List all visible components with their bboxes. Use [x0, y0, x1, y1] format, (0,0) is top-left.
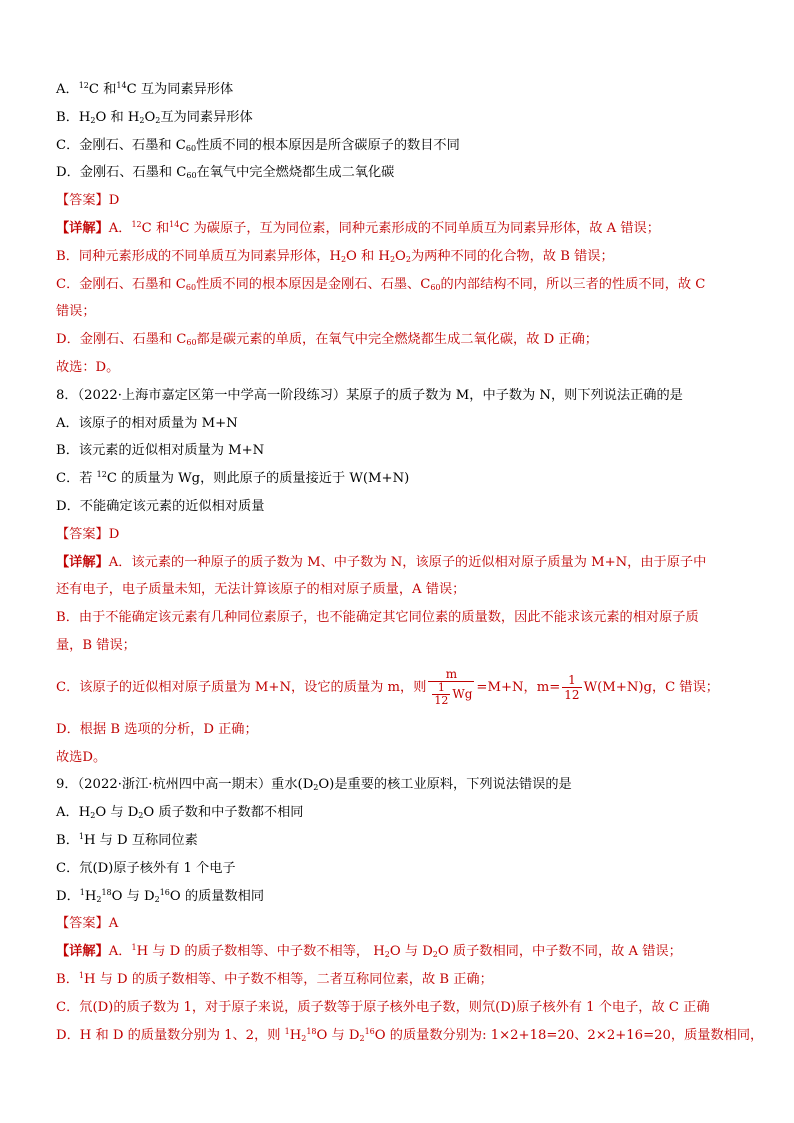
- superscript: 1: [78, 970, 84, 980]
- q9-option-d: [56, 883, 740, 911]
- subscript: 2: [155, 115, 161, 125]
- superscript: 12: [131, 219, 142, 229]
- q7-explanation-a: [56, 215, 740, 243]
- text: C．金刚石、石墨和 C: [56, 137, 186, 153]
- text: O 的质量数相同: [169, 888, 265, 904]
- fraction-denominator: [428, 682, 474, 707]
- subscript: 60: [185, 143, 197, 153]
- text: D．: [56, 888, 80, 904]
- superscript: 18: [306, 1026, 317, 1036]
- text: C．金刚石、石墨和 C: [56, 276, 186, 292]
- q7-option-b: [56, 104, 740, 132]
- text: C 和: [141, 220, 170, 236]
- subscript: 2: [384, 950, 390, 960]
- q9-explanation-a: [56, 938, 740, 966]
- text: H 与 D 的质子数相等、中子数不相等， H: [136, 944, 385, 960]
- subscript: 60: [430, 282, 441, 292]
- q7-option-d: [56, 159, 740, 187]
- superscript: 1: [78, 831, 84, 841]
- fraction-one-twelfth: [432, 682, 450, 707]
- superscript: 14: [169, 219, 180, 229]
- text: A．: [56, 82, 79, 97]
- fraction-denominator: 12: [434, 694, 449, 708]
- text: D．H 和 D 的质量数分别为 1、2，则: [56, 1027, 285, 1043]
- subscript: 2: [432, 950, 438, 960]
- q7-explanation-c: [56, 271, 740, 299]
- text: D．金刚石、石墨和 C: [56, 332, 187, 348]
- q9-explanation-b: [56, 966, 740, 994]
- fraction-numerator: m: [428, 667, 474, 682]
- q8-explanation-c: [56, 660, 740, 716]
- text: B．: [56, 832, 79, 848]
- q8-stem: 8．（2022·上海市嘉定区第一中学高一阶段练习）某原子的质子数为 M，中子数为 N，则下列说法正确的是: [56, 387, 683, 403]
- q8-option-a: A．该原子的相对质量为 M+N: [56, 415, 238, 431]
- detail-label: 【详解】: [56, 220, 109, 236]
- subscript: 2: [359, 1033, 365, 1043]
- subscript: 60: [186, 338, 197, 348]
- q8-explanation-a: [56, 549, 740, 577]
- text: H: [289, 1027, 302, 1043]
- subscript: 2: [138, 811, 144, 821]
- q8-option-c: [56, 465, 740, 493]
- text: O)是重要的核工业原料，下列说法错误的是: [318, 777, 572, 793]
- q7-explanation-d: [56, 326, 740, 354]
- q8-explanation-d: D．根据 B 选项的分析，D 正确；: [56, 721, 258, 737]
- superscript: 12: [96, 470, 107, 480]
- subscript: 2: [301, 1033, 307, 1043]
- text: 为两种不同的化合物，故 B 错误；: [410, 248, 614, 264]
- q8-explanation-b: B．由于不能确定该元素有几种同位素原子，也不能确定其它同位素的质量数，因此不能求该元素的相对原子质: [56, 610, 699, 626]
- text: C 和: [88, 82, 117, 97]
- superscript: 16: [159, 887, 170, 897]
- subscript: 2: [313, 783, 319, 793]
- text: H: [84, 888, 97, 904]
- q7-explanation-c-cont: 错误；: [56, 304, 96, 320]
- q8-explanation-b-cont: 量，B 错误；: [56, 637, 136, 653]
- text: 性质不同的根本原因是所含碳原子的数目不同: [196, 137, 460, 153]
- text: O: [395, 248, 406, 264]
- text: O 与 D: [111, 888, 155, 904]
- subscript: 2: [90, 115, 96, 125]
- superscript: 1: [284, 1026, 290, 1036]
- text: C 的质量为 Wg，则此原子的质量接近于 W(M+N): [106, 471, 410, 487]
- text: B．同种元素形成的不同单质互为同素异形体，H: [56, 248, 341, 264]
- text: O 和 H: [346, 248, 390, 264]
- text: O: [144, 109, 156, 125]
- q7-conclusion: 故选：D。: [56, 359, 120, 375]
- q7-option-a: [56, 76, 740, 104]
- text: B．: [56, 971, 79, 987]
- text: O 与 D: [316, 1027, 360, 1043]
- text: C 为碳原子，互为同位素，同种元素形成的不同单质互为同素异形体，故 A 错误；: [179, 220, 660, 236]
- q9-option-c: C．氘(D)原子核外有 1 个电子: [56, 860, 236, 876]
- subscript: 60: [185, 282, 197, 292]
- text: O 与 D: [389, 944, 433, 960]
- text: 性质不同的根本原因是金刚石、石墨、C: [196, 276, 431, 292]
- text: =M+N，m=: [476, 679, 561, 695]
- subscript: 2: [389, 254, 396, 264]
- text: A．H: [56, 805, 91, 821]
- superscript: 14: [116, 81, 127, 90]
- text: B．H: [56, 109, 91, 125]
- text: 互为同素异形体: [160, 109, 253, 125]
- text: O 质子数和中子数都不相同: [143, 805, 304, 821]
- q7-option-c: [56, 132, 740, 160]
- text: 在氧气中完全燃烧都生成二氧化碳: [196, 165, 395, 181]
- fraction-numerator: 1: [432, 682, 450, 695]
- detail-label: 【详解】: [56, 554, 109, 570]
- superscript: 16: [364, 1026, 375, 1036]
- text: O 质子数相同，中子数不同，故 A 错误；: [437, 944, 682, 960]
- q9-stem: [56, 771, 740, 799]
- detail-label: 【详解】: [56, 944, 109, 960]
- text: 的内部结构不同，所以三者的性质不同，故 C: [440, 276, 706, 292]
- q8-option-d: D．不能确定该元素的近似相对质量: [56, 498, 265, 514]
- text: C．该原子的近似相对原子质量为 M+N，设它的质量为 m，则: [56, 679, 427, 695]
- fraction-denominator: 12: [564, 687, 580, 702]
- text: O 与 D: [95, 805, 139, 821]
- document-page: [56, 76, 764, 1049]
- text: C．若: [56, 471, 97, 487]
- subscript: 2: [139, 115, 145, 125]
- q9-answer: 【答案】A: [56, 916, 119, 932]
- subscript: 2: [90, 811, 96, 821]
- fraction-m-over-wg12: [428, 667, 474, 707]
- subscript: 2: [154, 894, 160, 904]
- q7-explanation-b: [56, 243, 740, 271]
- text: H 与 D 的质子数相等、中子数不相等，二者互称同位素，故 B 正确；: [83, 971, 493, 987]
- text: 9．（2022·浙江·杭州四中高一期末）重水(D: [56, 777, 314, 793]
- superscript: 18: [101, 887, 112, 897]
- text: A．: [108, 944, 132, 960]
- subscript: 2: [405, 254, 411, 264]
- text: H 与 D 互称同位素: [83, 832, 198, 848]
- text: C 互为同素异形体: [126, 82, 234, 97]
- superscript: 1: [79, 887, 85, 897]
- text: A．该元素的一种原子的质子数为 M、中子数为 N，该原子的近似相对原子质量为 M+N，由于原子中: [108, 554, 707, 570]
- q9-explanation-d: [56, 1022, 764, 1050]
- subscript: 2: [96, 894, 102, 904]
- text: O 和 H: [95, 109, 140, 125]
- q8-option-b: B．该元素的近似相对质量为 M+N: [56, 443, 265, 459]
- text: D．金刚石、石墨和 C: [56, 165, 187, 181]
- q9-explanation-c: C．氘(D)的质子数为 1，对于原子来说，质子数等于原子核外电子数，则氘(D)原子核外有 1 个电子，故 C 正确: [56, 999, 710, 1015]
- text: W(M+N)g，C 错误；: [583, 679, 719, 695]
- text: A．: [108, 220, 132, 236]
- fraction-one-twelfth: [562, 673, 581, 702]
- q9-option-b: [56, 827, 740, 855]
- q8-answer: 【答案】D: [56, 526, 120, 542]
- subscript: 2: [340, 254, 347, 264]
- superscript: 12: [78, 81, 89, 90]
- q8-conclusion: 故选D。: [56, 749, 107, 765]
- text: O 的质量数分别为: 1×2+18=20、2×2+16=20，质量数相同，: [374, 1027, 764, 1043]
- fraction-numerator: 1: [562, 673, 581, 688]
- text: Wg: [452, 687, 473, 702]
- subscript: 60: [186, 171, 197, 181]
- text: 都是碳元素的单质，在氧气中完全燃烧都生成二氧化碳，故 D 正确；: [196, 332, 598, 348]
- superscript: 1: [131, 943, 137, 953]
- q9-option-a: [56, 799, 740, 827]
- q8-explanation-a-cont: 还有电子，电子质量未知，无法计算该原子的相对原子质量，A 错误；: [56, 582, 466, 598]
- q7-answer: 【答案】D: [56, 193, 120, 209]
